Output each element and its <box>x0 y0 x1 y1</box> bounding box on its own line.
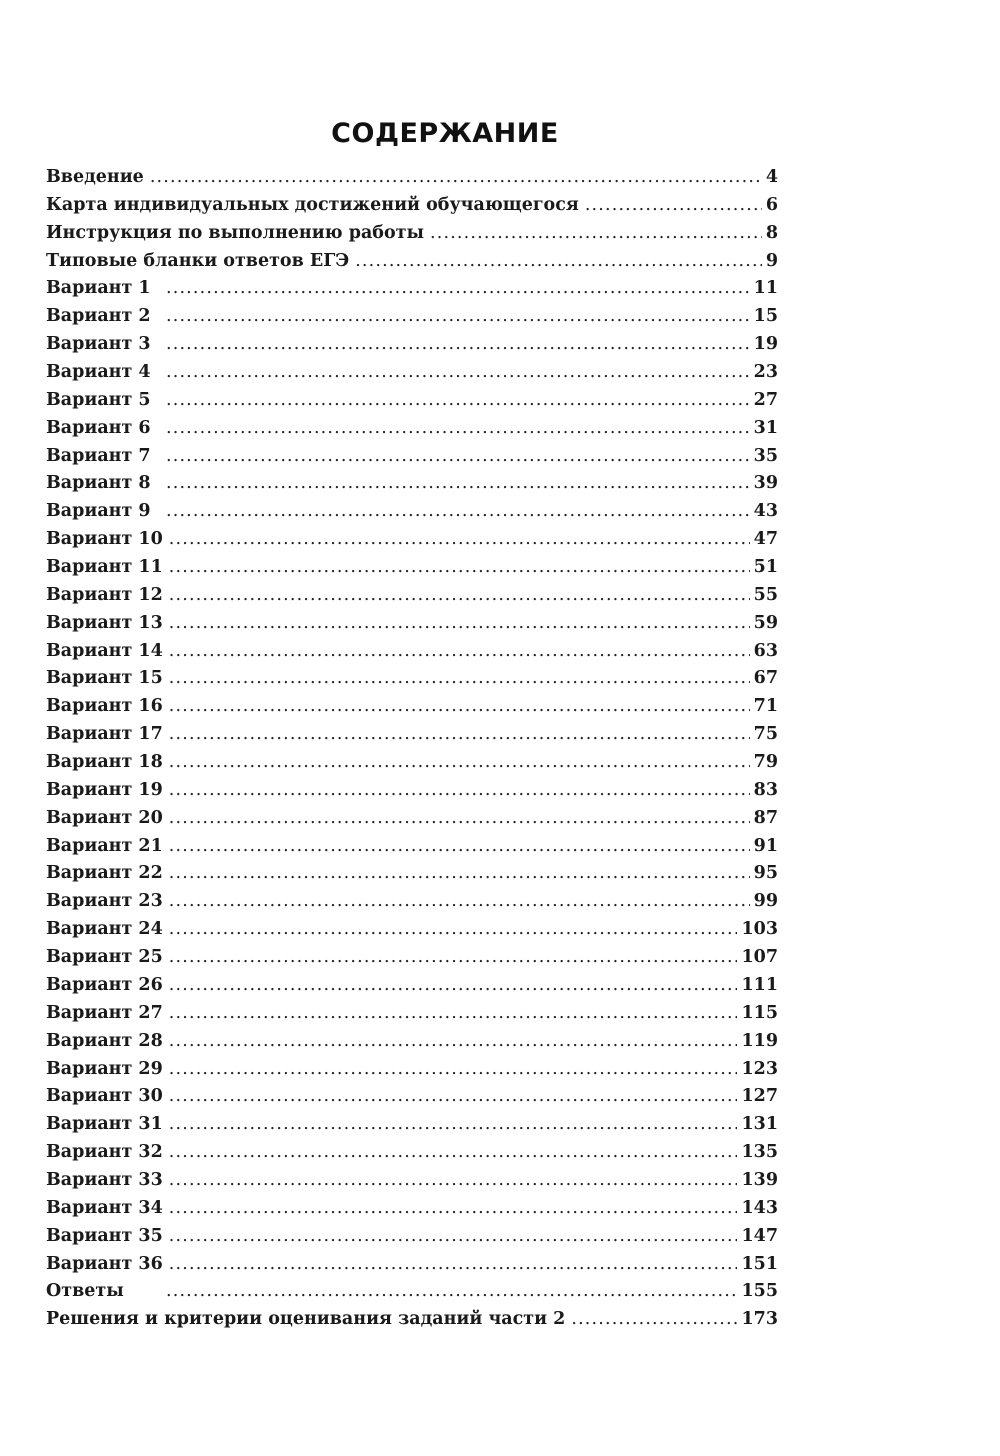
toc-entry-page: 9 <box>765 250 778 271</box>
toc-entry-page: 115 <box>741 1002 778 1023</box>
toc-dot-leader <box>166 387 750 415</box>
toc-dot-leader <box>166 1278 737 1306</box>
toc-entry <box>46 777 778 805</box>
toc-entry-label: Вариант 2 <box>46 306 151 327</box>
toc-dot-leader <box>166 470 750 498</box>
toc-entry <box>46 972 778 1000</box>
toc-entry-page: 131 <box>741 1114 778 1135</box>
toc-entry-label: Вариант 6 <box>46 417 151 438</box>
toc-entry-page: 6 <box>765 194 778 215</box>
toc-entry <box>46 1111 778 1139</box>
toc-entry-page: 95 <box>753 863 778 884</box>
toc-entry-page: 103 <box>741 919 778 940</box>
toc-entry <box>46 1306 778 1334</box>
toc-entry-page: 143 <box>741 1197 778 1218</box>
toc-entry-label: Вариант 23 <box>46 891 163 912</box>
toc-entry-label: Вариант 21 <box>46 835 163 856</box>
toc-entry <box>46 610 778 638</box>
toc-dot-leader <box>166 498 750 526</box>
toc-entry-label: Введение <box>46 167 144 187</box>
toc-entry-page: 111 <box>741 974 778 995</box>
toc-dot-leader <box>169 1083 738 1111</box>
toc-entry-label: Вариант 31 <box>46 1114 163 1135</box>
toc-entry-label: Вариант 4 <box>46 362 151 383</box>
toc-dot-leader <box>166 415 750 443</box>
toc-entry-label: Вариант 16 <box>46 696 163 717</box>
toc-dot-leader <box>169 805 750 833</box>
toc-entry-page: 135 <box>741 1142 778 1163</box>
toc-entry <box>46 415 778 443</box>
toc-dot-leader <box>166 303 750 331</box>
toc-entry-page: 15 <box>753 306 778 327</box>
toc-entry <box>46 582 778 610</box>
toc-dot-leader <box>166 443 750 471</box>
toc-entry <box>46 387 778 415</box>
toc-dot-leader <box>585 192 762 220</box>
toc-entry <box>46 164 778 192</box>
toc-entry <box>46 303 778 331</box>
toc-entry <box>46 526 778 554</box>
toc-dot-leader <box>169 1223 738 1251</box>
toc-entry-page: 119 <box>741 1030 778 1051</box>
toc-dot-leader <box>169 582 750 610</box>
toc-entry-label: Вариант 35 <box>46 1225 163 1246</box>
page-title: СОДЕРЖАНИЕ <box>331 118 559 150</box>
toc-entry <box>46 1000 778 1028</box>
toc-entry <box>46 248 778 276</box>
toc-entry-label: Вариант 7 <box>46 445 151 466</box>
toc-entry <box>46 833 778 861</box>
toc-dot-leader <box>169 749 750 777</box>
toc-entry <box>46 638 778 666</box>
toc-entry-page: 11 <box>753 278 778 299</box>
toc-dot-leader <box>169 1056 738 1084</box>
toc-entry <box>46 665 778 693</box>
toc-entry-page: 79 <box>753 752 778 773</box>
toc-entry <box>46 220 778 248</box>
toc-dot-leader <box>169 1167 738 1195</box>
toc-dot-leader <box>169 972 738 1000</box>
toc-entry-label: Вариант 5 <box>46 389 151 410</box>
toc-entry-label: Вариант 20 <box>46 807 163 828</box>
toc-dot-leader <box>169 1111 738 1139</box>
toc-dot-leader <box>169 1195 738 1223</box>
toc-entry-label: Вариант 13 <box>46 612 163 633</box>
toc-entry-page: 75 <box>753 724 778 745</box>
toc-entry-page: 147 <box>741 1225 778 1246</box>
toc-entry <box>46 331 778 359</box>
toc-entry-page: 123 <box>741 1058 778 1079</box>
toc-entry-page: 173 <box>741 1309 778 1330</box>
toc-entry <box>46 721 778 749</box>
toc-dot-leader <box>166 331 750 359</box>
table-of-contents <box>46 164 778 1334</box>
toc-entry-label: Карта индивидуальных достижений обучающегося <box>46 194 579 215</box>
toc-dot-leader <box>169 944 738 972</box>
toc-dot-leader <box>571 1306 737 1334</box>
toc-entry-label: Вариант 3 <box>46 334 151 355</box>
toc-dot-leader <box>169 665 750 693</box>
toc-entry-label: Вариант 10 <box>46 529 163 550</box>
toc-dot-leader <box>169 526 750 554</box>
toc-entry-page: 91 <box>753 835 778 856</box>
toc-entry-label: Вариант 22 <box>46 863 163 884</box>
toc-dot-leader <box>169 638 750 666</box>
toc-entry-label: Вариант 36 <box>46 1253 163 1274</box>
toc-entry-label: Вариант 24 <box>46 919 163 940</box>
toc-entry-page: 23 <box>753 362 778 383</box>
toc-entry <box>46 749 778 777</box>
toc-entry-page: 63 <box>753 640 778 661</box>
toc-entry-page: 127 <box>741 1086 778 1107</box>
toc-entry-label: Вариант 25 <box>46 947 163 968</box>
toc-entry-label: Вариант 27 <box>46 1002 163 1023</box>
toc-entry-page: 47 <box>753 529 778 550</box>
toc-dot-leader <box>169 554 750 582</box>
toc-dot-leader <box>169 721 750 749</box>
toc-entry-label: Вариант 1 <box>46 278 151 299</box>
toc-entry-page: 67 <box>753 668 778 689</box>
toc-entry <box>46 1056 778 1084</box>
toc-entry-label: Вариант 29 <box>46 1058 163 1079</box>
toc-entry-page: 155 <box>741 1281 778 1302</box>
toc-entry <box>46 1083 778 1111</box>
toc-entry <box>46 554 778 582</box>
toc-entry <box>46 888 778 916</box>
toc-dot-leader <box>169 916 738 944</box>
toc-dot-leader <box>355 248 762 276</box>
toc-dot-leader <box>169 1139 738 1167</box>
toc-entry <box>46 359 778 387</box>
toc-entry-page: 99 <box>753 891 778 912</box>
toc-entry-label: Вариант 26 <box>46 974 163 995</box>
toc-entry <box>46 192 778 220</box>
toc-entry-page: 139 <box>741 1169 778 1190</box>
toc-entry <box>46 860 778 888</box>
toc-dot-leader <box>169 1000 738 1028</box>
toc-dot-leader <box>166 275 750 303</box>
toc-entry-page: 71 <box>753 696 778 717</box>
toc-entry <box>46 1278 778 1306</box>
toc-entry <box>46 1028 778 1056</box>
toc-entry-page: 87 <box>753 807 778 828</box>
toc-entry-label: Вариант 18 <box>46 752 163 773</box>
toc-dot-leader <box>169 693 750 721</box>
toc-entry-label: Инструкция по выполнению работы <box>46 222 425 243</box>
toc-entry-page: 19 <box>753 334 778 355</box>
toc-dot-leader <box>169 777 750 805</box>
toc-entry <box>46 916 778 944</box>
toc-entry-page: 55 <box>753 584 778 605</box>
toc-entry-page: 35 <box>753 445 778 466</box>
toc-entry <box>46 693 778 721</box>
toc-entry-page: 27 <box>753 389 778 410</box>
toc-dot-leader <box>169 1028 738 1056</box>
toc-entry <box>46 805 778 833</box>
toc-entry <box>46 470 778 498</box>
toc-entry-page: 8 <box>765 222 778 243</box>
toc-entry <box>46 1167 778 1195</box>
toc-entry-label: Вариант 17 <box>46 724 163 745</box>
toc-entry-label: Вариант 28 <box>46 1030 163 1051</box>
toc-entry-label: Ответы <box>46 1281 124 1302</box>
toc-dot-leader <box>166 359 750 387</box>
toc-entry-label: Решения и критерии оценивания заданий части 2 <box>46 1309 566 1330</box>
toc-entry <box>46 443 778 471</box>
toc-entry <box>46 1139 778 1167</box>
toc-entry-label: Вариант 9 <box>46 501 151 522</box>
toc-entry-label: Вариант 8 <box>46 473 151 494</box>
toc-entry-label: Вариант 33 <box>46 1169 163 1190</box>
toc-entry-page: 4 <box>765 167 778 187</box>
toc-dot-leader <box>169 833 750 861</box>
toc-entry-label: Вариант 32 <box>46 1142 163 1163</box>
toc-dot-leader <box>430 220 762 248</box>
toc-dot-leader <box>169 610 750 638</box>
toc-entry-page: 107 <box>741 947 778 968</box>
toc-entry-page: 31 <box>753 417 778 438</box>
toc-entry-label: Вариант 34 <box>46 1197 163 1218</box>
toc-dot-leader <box>150 164 762 192</box>
toc-entry-label: Вариант 11 <box>46 557 163 578</box>
toc-dot-leader <box>169 1251 738 1279</box>
toc-entry-label: Вариант 19 <box>46 779 163 800</box>
toc-entry-page: 43 <box>753 501 778 522</box>
toc-dot-leader <box>169 888 750 916</box>
toc-dot-leader <box>169 860 750 888</box>
toc-entry-label: Вариант 12 <box>46 584 163 605</box>
toc-entry-page: 51 <box>753 557 778 578</box>
toc-entry <box>46 1251 778 1279</box>
toc-entry <box>46 498 778 526</box>
toc-entry-label: Вариант 14 <box>46 640 163 661</box>
toc-entry-label: Вариант 30 <box>46 1086 163 1107</box>
toc-entry-label: Вариант 15 <box>46 668 163 689</box>
toc-entry <box>46 275 778 303</box>
toc-entry-page: 151 <box>741 1253 778 1274</box>
toc-entry-page: 39 <box>753 473 778 494</box>
toc-entry-page: 83 <box>753 779 778 800</box>
toc-entry-label: Типовые бланки ответов ЕГЭ <box>46 250 350 271</box>
toc-entry <box>46 944 778 972</box>
toc-entry-page: 59 <box>753 612 778 633</box>
toc-entry <box>46 1195 778 1223</box>
toc-entry <box>46 1223 778 1251</box>
